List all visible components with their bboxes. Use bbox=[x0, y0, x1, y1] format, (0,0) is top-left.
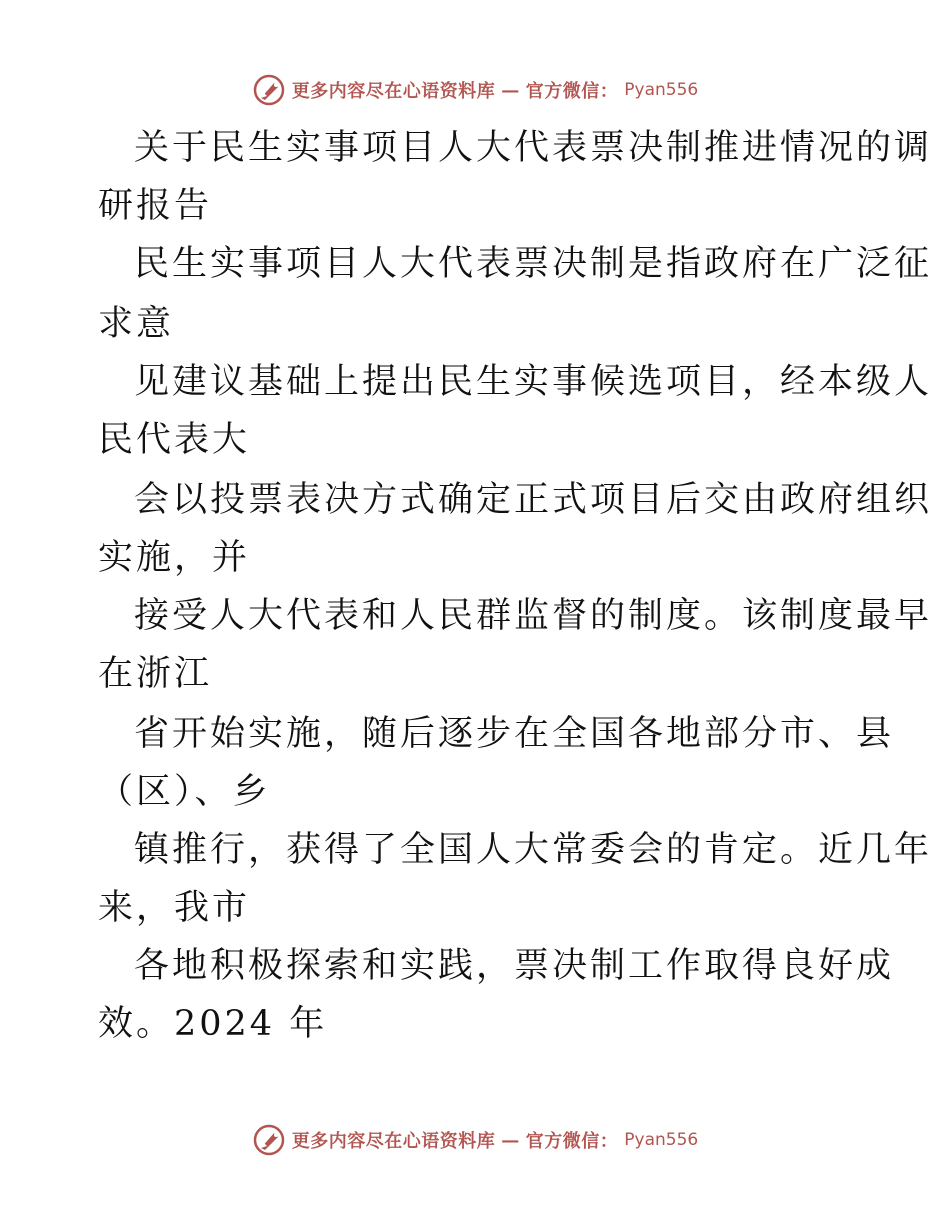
body-line: 接受人大代表和人民群监督的制度。该制度最早 bbox=[134, 596, 933, 636]
banner-dash: — bbox=[501, 1129, 520, 1151]
body-line: 民代表大 bbox=[98, 420, 251, 460]
body-line: 效。2024 年 bbox=[98, 1004, 328, 1044]
body-line: 来，我市 bbox=[98, 888, 251, 928]
header-banner bbox=[0, 70, 950, 110]
body-line: 民生实事项目人大代表票决制是指政府在广泛征 bbox=[134, 244, 933, 284]
banner-wechat-id: Pyan556 bbox=[624, 1130, 699, 1150]
banner-dash: — bbox=[501, 79, 520, 101]
banner-wechat-id: Pyan556 bbox=[624, 80, 699, 100]
banner-title: 更多内容尽在心语资料库 bbox=[291, 81, 496, 102]
body-line: 镇推行，获得了全国人大常委会的肯定。近几年 bbox=[134, 830, 933, 870]
body-line: （区）、乡 bbox=[98, 772, 271, 812]
body-line: 求意 bbox=[98, 304, 175, 344]
pen-nib-logo-icon bbox=[252, 1123, 286, 1157]
footer-banner bbox=[0, 1120, 950, 1160]
body-line: 实施，并 bbox=[98, 538, 251, 578]
body-line: 在浙江 bbox=[98, 654, 213, 694]
body-line: 见建议基础上提出民生实事候选项目，经本级人 bbox=[134, 362, 933, 402]
banner-contact-label: 官方微信： bbox=[525, 1131, 619, 1152]
body-line: 研报告 bbox=[98, 186, 213, 226]
body-line: 关于民生实事项目人大代表票决制推进情况的调 bbox=[134, 128, 933, 168]
body-line: 各地积极探索和实践，票决制工作取得良好成 bbox=[134, 946, 895, 986]
body-line: 省开始实施，随后逐步在全国各地部分市、县 bbox=[134, 714, 895, 754]
body-line: 会以投票表决方式确定正式项目后交由政府组织 bbox=[134, 480, 933, 520]
banner-title: 更多内容尽在心语资料库 bbox=[291, 1131, 496, 1152]
banner-contact-label: 官方微信： bbox=[525, 81, 619, 102]
pen-nib-logo-icon bbox=[252, 73, 286, 107]
